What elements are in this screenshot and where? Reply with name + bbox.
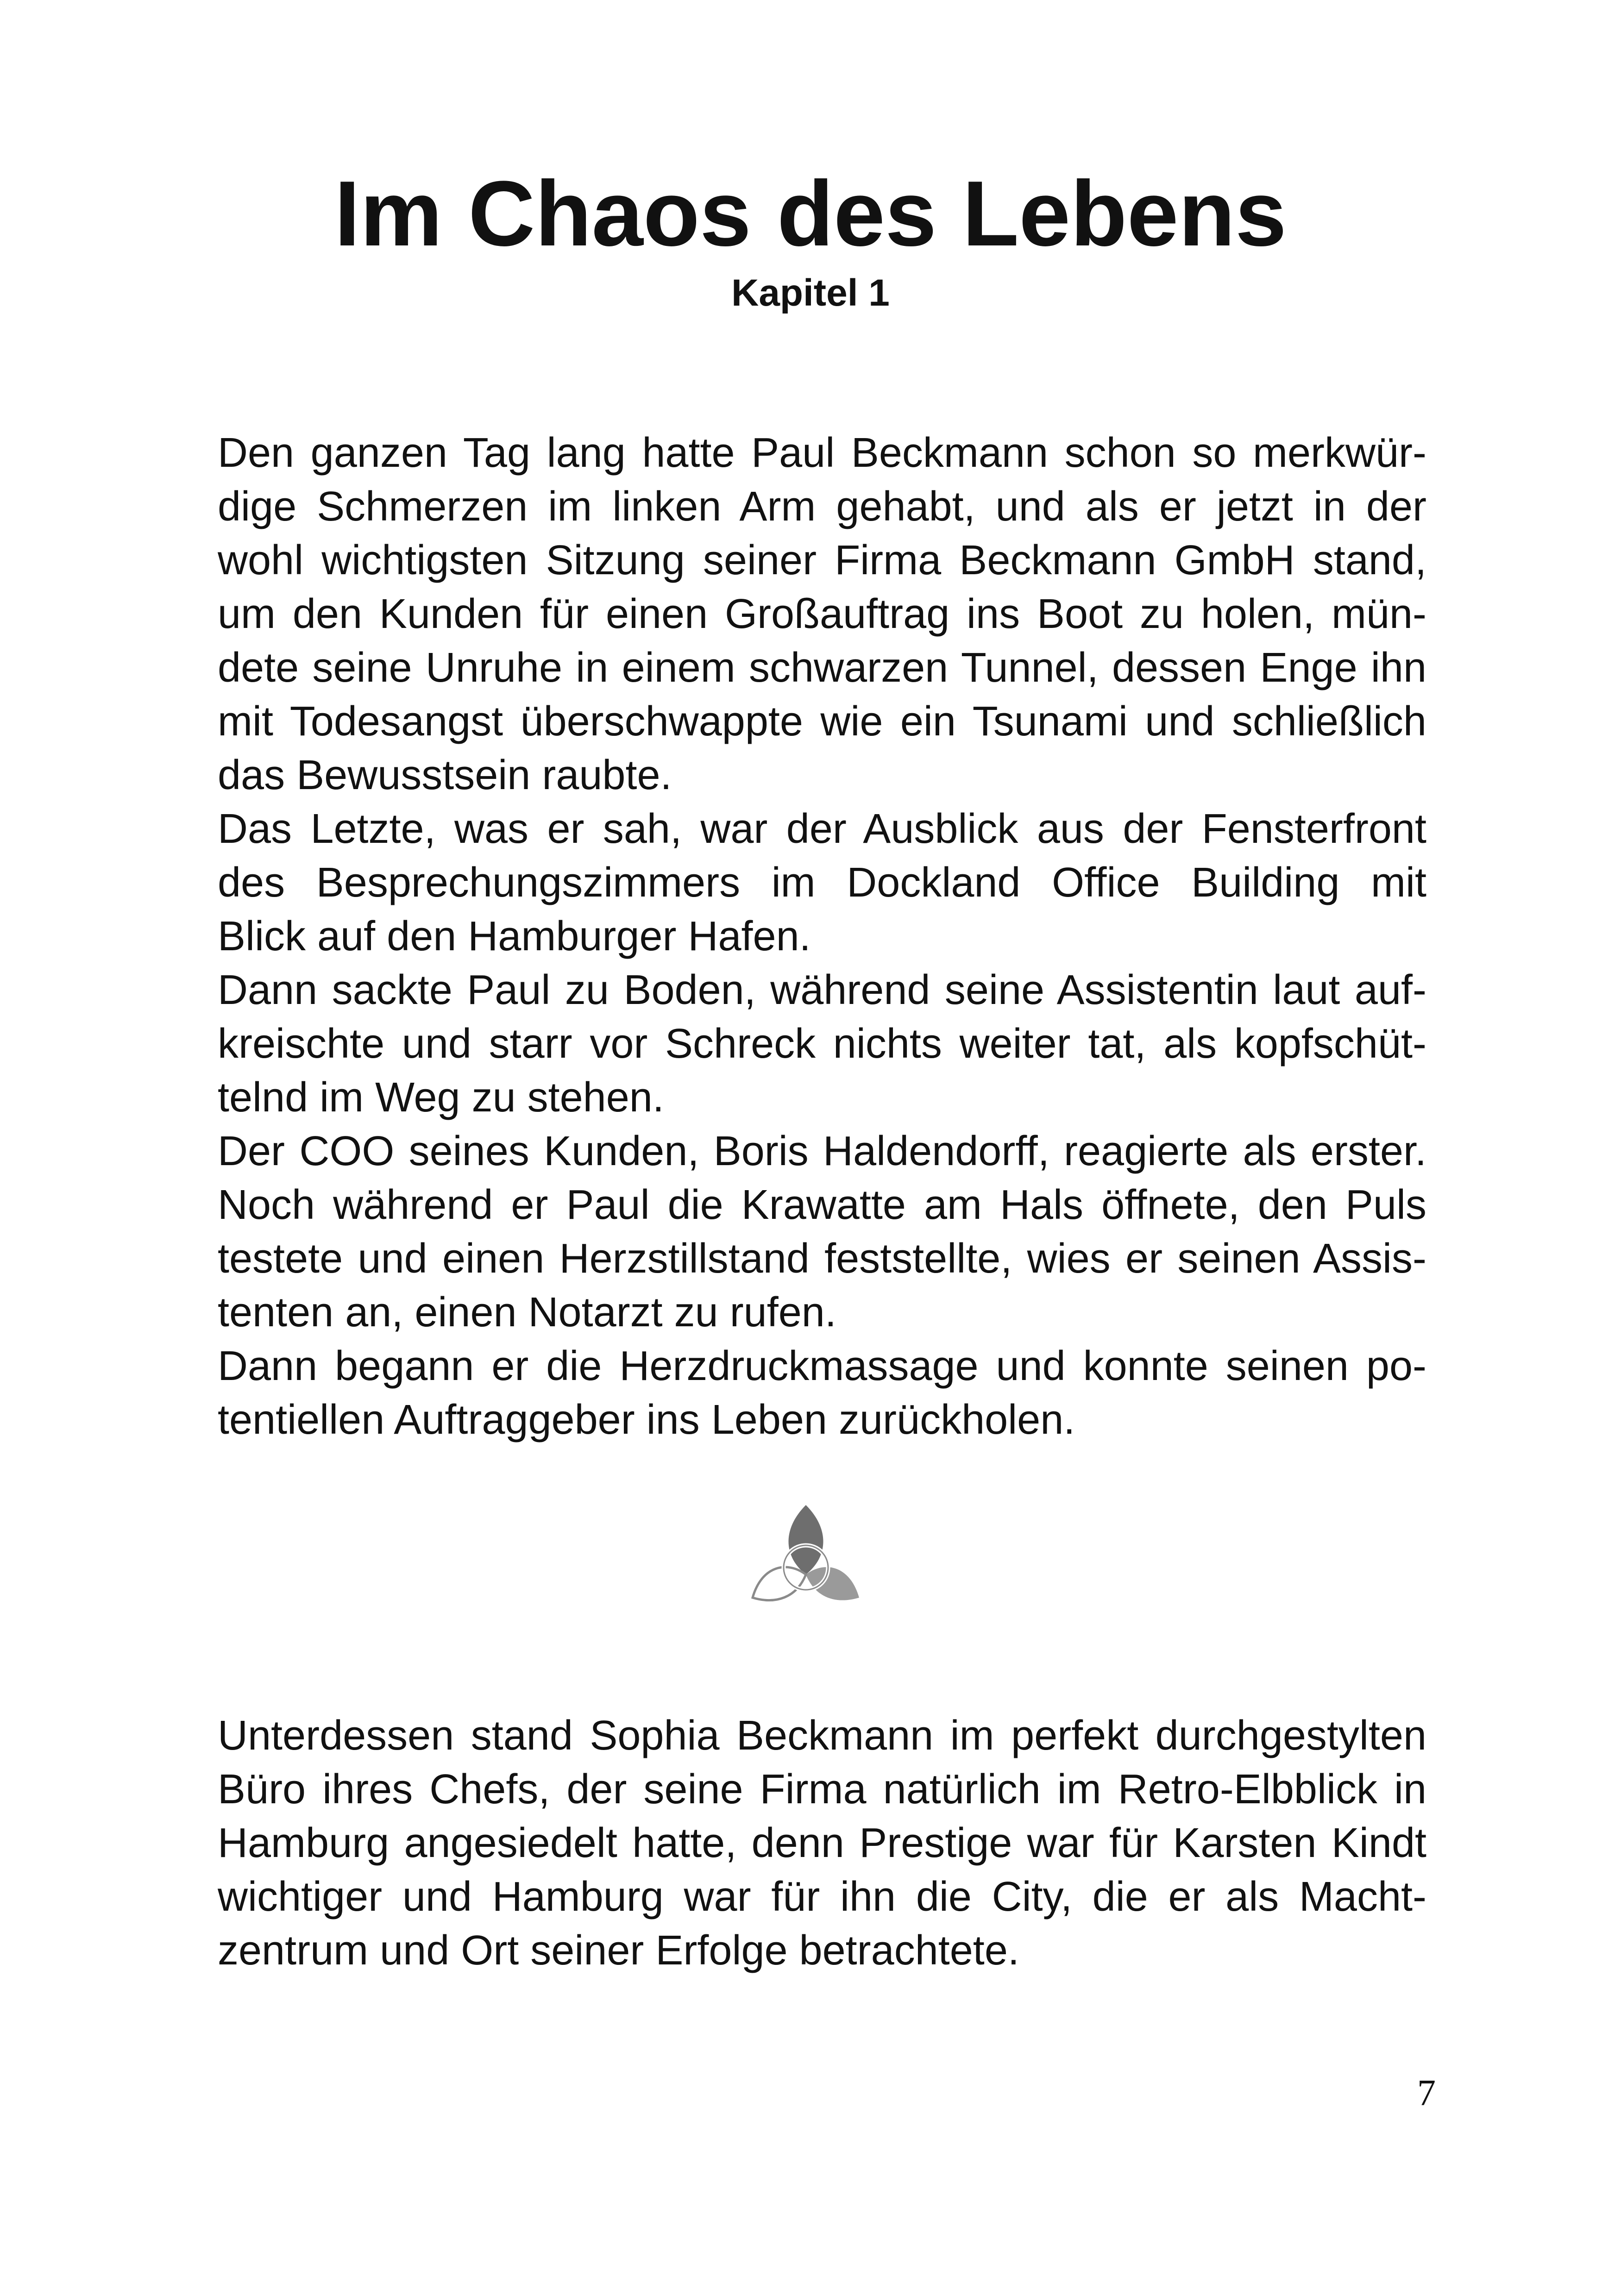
text-line: Noch während er Paul die Krawatte am Hals öffnete, den Puls	[218, 1182, 1426, 1228]
ornament-top-leaf	[789, 1505, 823, 1575]
page-number: 7	[1417, 2073, 1436, 2114]
text-line: telnd im Weg zu stehen.	[218, 1074, 664, 1121]
text-line: dige Schmerzen im linken Arm gehabt, und als er jetzt in der	[218, 483, 1426, 530]
text-line: testete und einen Herzstillstand feststellte, wies er seinen Assis-	[218, 1236, 1426, 1282]
text-line: tentiellen Auftraggeber ins Leben zurückholen.	[218, 1397, 1075, 1443]
ornament-left-leaf	[753, 1567, 806, 1600]
section-2-text	[218, 1709, 1426, 1977]
text-line: das Bewusstsein raubte.	[218, 752, 672, 798]
text-line: Der COO seines Kunden, Boris Haldendorff, reagierte als erster.	[218, 1128, 1426, 1174]
text-line: kreischte und starr vor Schreck nichts weiter tat, als kopfschüt-	[218, 1021, 1426, 1067]
text-line: Büro ihres Chefs, der seine Firma natürlich im Retro-Elbblick in	[218, 1766, 1426, 1813]
text-line: Dann begann er die Herzdruckmassage und konnte seinen po-	[218, 1343, 1426, 1389]
text-line: wichtiger und Hamburg war für ihn die City, die er als Macht-	[218, 1874, 1426, 1920]
text-line: Dann sackte Paul zu Boden, während seine Assistentin laut auf-	[218, 967, 1426, 1013]
section-1-text	[218, 426, 1426, 1447]
text-line: dete seine Unruhe in einem schwarzen Tunnel, dessen Enge ihn	[218, 645, 1426, 691]
chapter-number: Kapitel 1	[731, 272, 890, 314]
text-line: mit Todesangst überschwappte wie ein Tsunami und schließlich	[218, 698, 1426, 745]
text-line: Den ganzen Tag lang hatte Paul Beckmann schon so merkwür-	[218, 430, 1426, 476]
triquetra-ornament-icon	[750, 1500, 861, 1607]
text-line: des Besprechungszimmers im Dockland Office Building mit	[218, 859, 1426, 906]
text-line: tenten an, einen Notarzt zu rufen.	[218, 1289, 836, 1336]
text-line: zentrum und Ort seiner Erfolge betrachtete.	[218, 1927, 1019, 1974]
text-line: Blick auf den Hamburger Hafen.	[218, 913, 811, 960]
text-line: wohl wichtigsten Sitzung seiner Firma Beckmann GmbH stand,	[218, 537, 1426, 583]
text-line: Hamburg angesiedelt hatte, denn Prestige war für Karsten Kindt	[218, 1820, 1426, 1866]
ornament-right-leaf	[806, 1567, 859, 1600]
text-line: Unterdessen stand Sophia Beckmann im perfekt durchgestylten	[218, 1713, 1426, 1759]
text-line: um den Kunden für einen Großauftrag ins Boot zu holen, mün-	[218, 591, 1426, 637]
text-line: Das Letzte, was er sah, war der Ausblick aus der Fensterfront	[218, 806, 1426, 852]
chapter-title: Im Chaos des Lebens	[334, 162, 1287, 265]
